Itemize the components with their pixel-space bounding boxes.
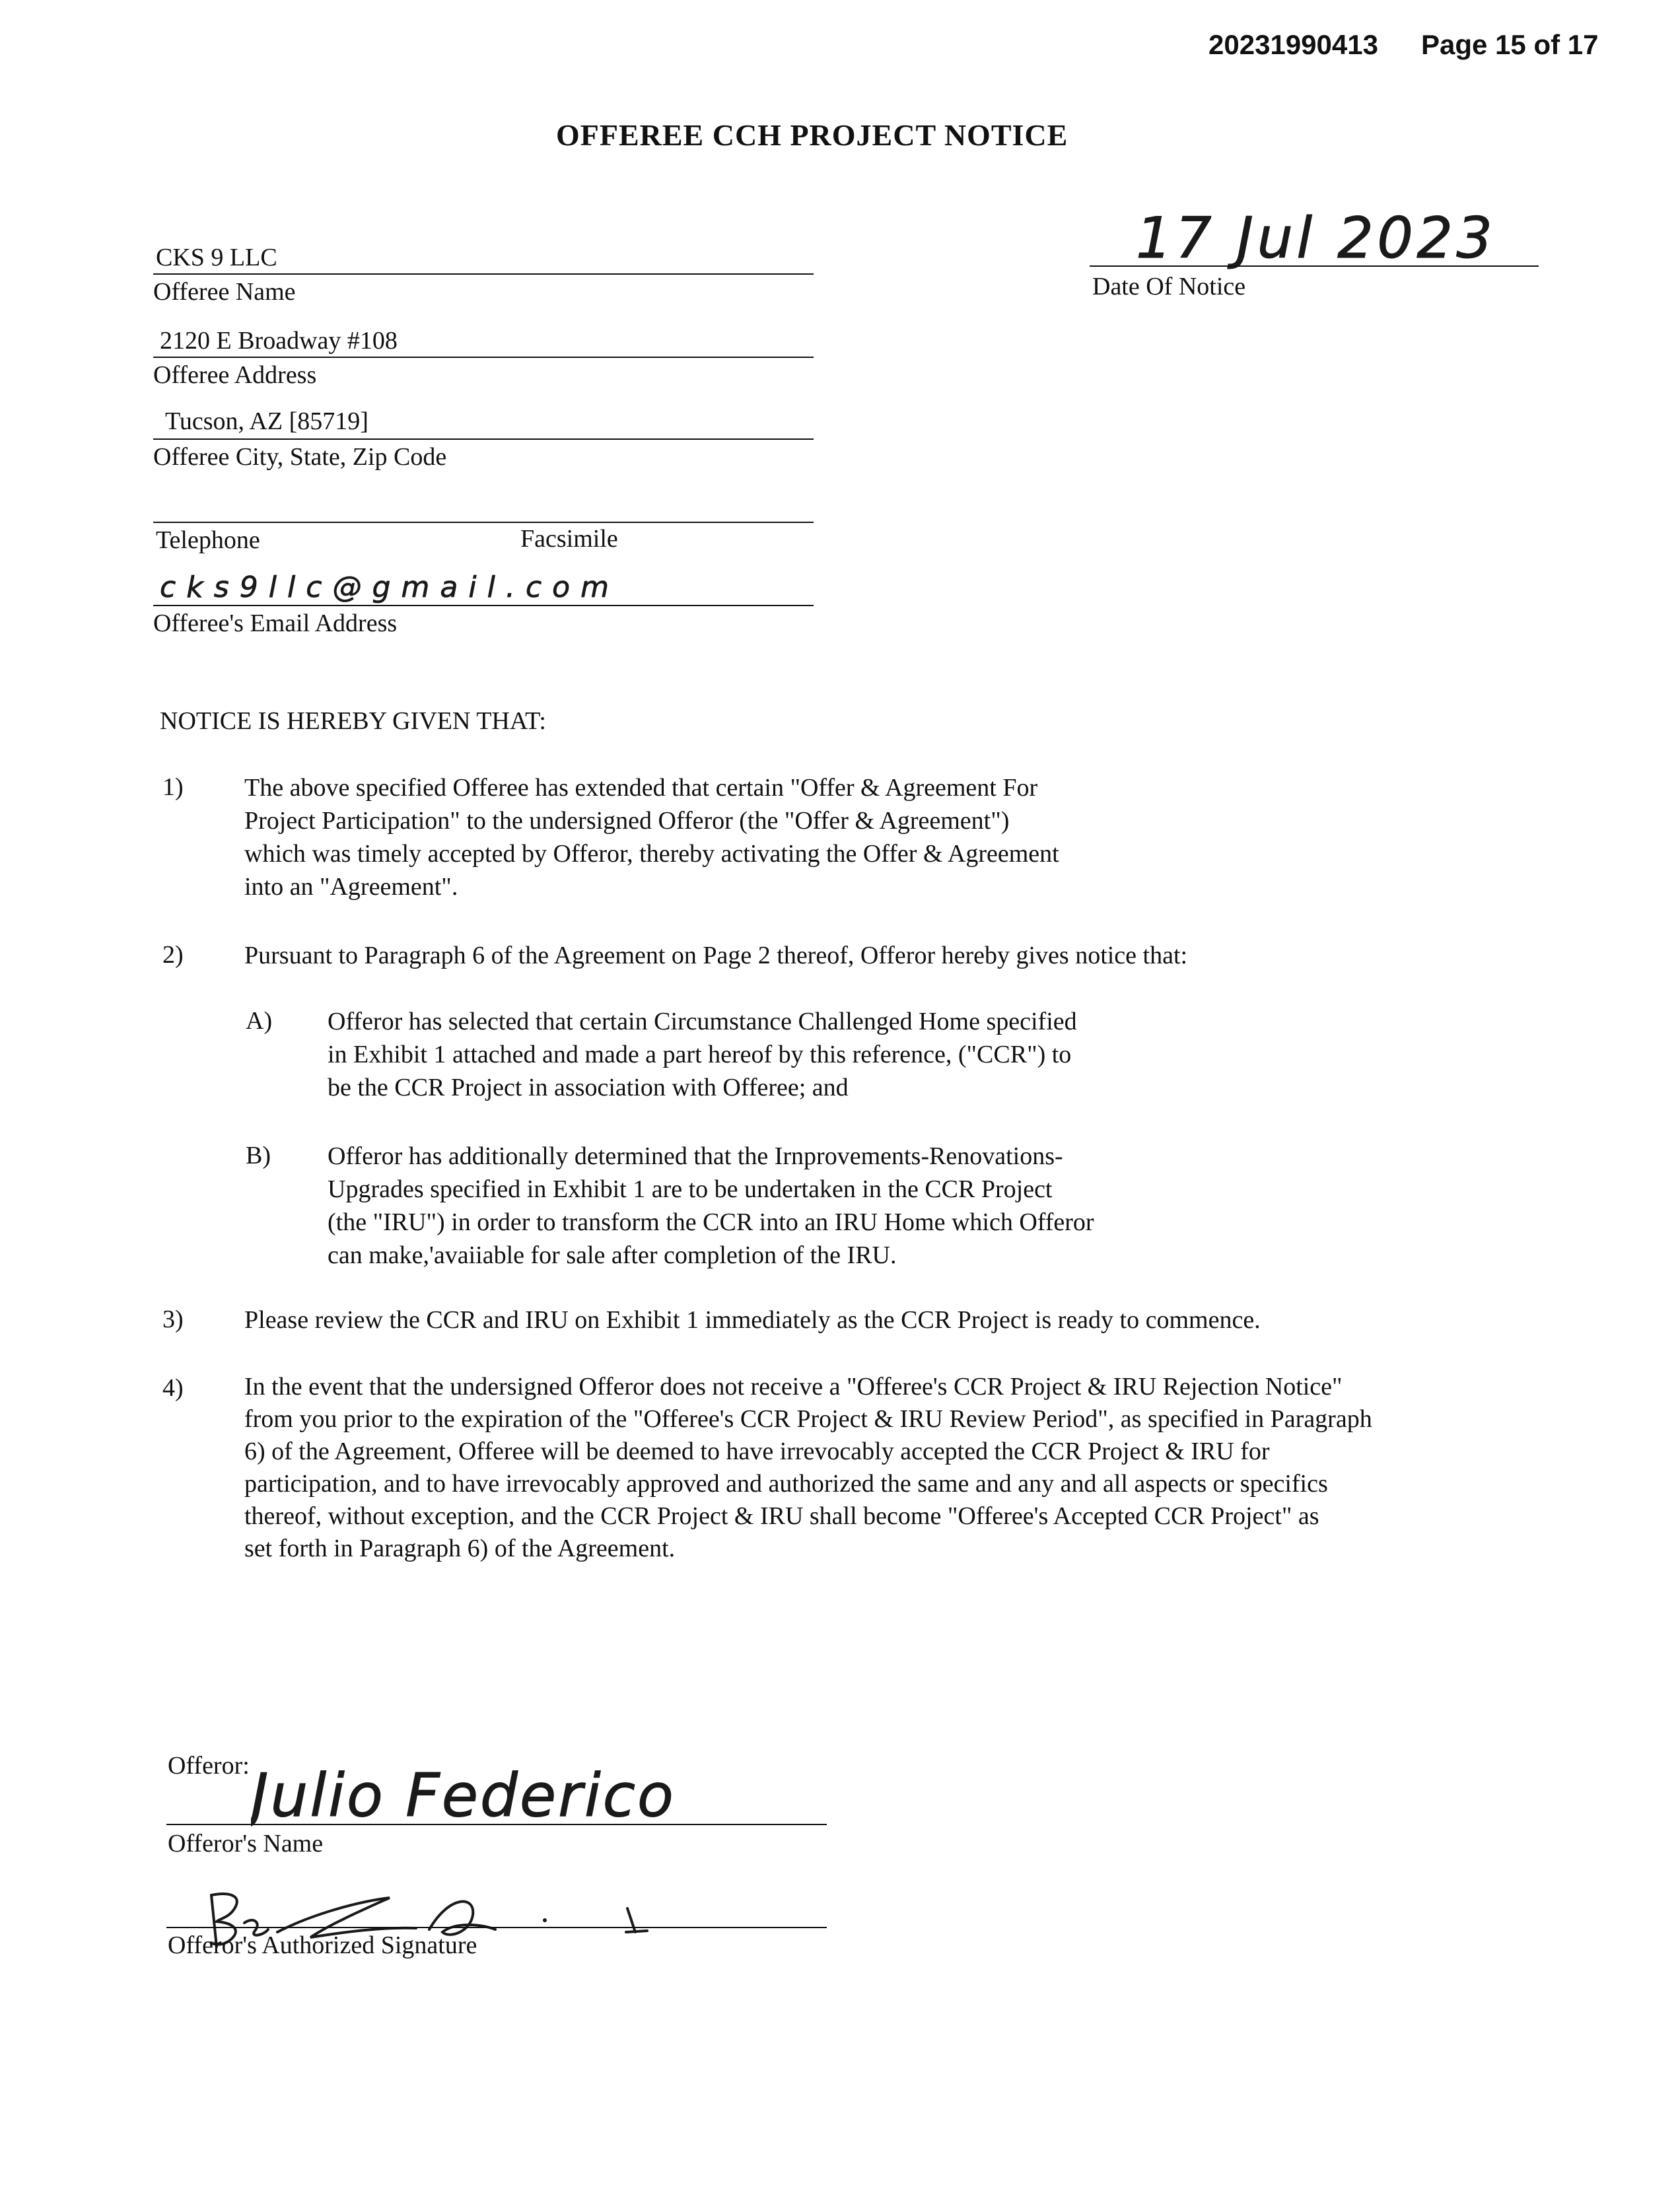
item-1-number: 1)	[162, 773, 184, 801]
text-line: (the "IRU") in order to transform the CCR into an IRU Home which Offeror	[328, 1208, 1094, 1236]
text-line: The above specified Offeree has extended that certain "Offer & Agreement For	[244, 774, 1038, 802]
text-line: into an "Agreement".	[244, 873, 458, 901]
item-2-text	[244, 939, 1187, 972]
item-2a-letter: A)	[246, 1007, 273, 1035]
text-line: Offeror has selected that certain Circumstance Challenged Home specified	[328, 1008, 1077, 1035]
document-number: 20231990413	[1208, 29, 1378, 60]
text-line: set forth in Paragraph 6) of the Agreement.	[244, 1535, 676, 1562]
offeree-email-label: Offeree's Email Address	[153, 609, 398, 637]
text-line: can make,'avaiiable for sale after completion of the IRU.	[328, 1241, 897, 1269]
text-line: Pursuant to Paragraph 6 of the Agreement on Page 2 thereof, Offeror hereby gives notice that:	[244, 942, 1188, 969]
text-line: 6) of the Agreement, Offeree will be deemed to have irrevocably accepted the CCR Project & IRU for	[244, 1438, 1270, 1465]
offeree-city-label: Offeree City, State, Zip Code	[153, 443, 447, 471]
offeree-name-line	[153, 273, 814, 275]
item-2-number: 2)	[162, 941, 184, 969]
text-line: Upgrades specified in Exhibit 1 are to be undertaken in the CCR Project	[328, 1175, 1053, 1203]
item-4-text	[244, 1371, 1372, 1565]
page-indicator: Page 15 of 17	[1421, 29, 1599, 60]
text-line: in Exhibit 1 attached and made a part hereof by this reference, ("CCR") to	[328, 1041, 1072, 1068]
offeror-name-handwritten	[251, 1743, 700, 1829]
item-2a-text	[328, 1005, 1077, 1104]
facsimile-label: Facsimile	[520, 525, 618, 553]
offeror-label: Offeror:	[168, 1752, 250, 1780]
item-3-text	[244, 1303, 1261, 1336]
offeree-city-line	[153, 438, 814, 440]
date-value: 17 Jul 2023	[1136, 205, 1492, 271]
item-4-number: 4)	[162, 1374, 184, 1402]
text-line: be the CCR Project in association with Offeree; and	[328, 1074, 849, 1101]
offeree-city-value: Tucson, AZ [85719]	[165, 407, 368, 435]
text-line: Please review the CCR and IRU on Exhibit 1 immediately as the CCR Project is ready to commence.	[244, 1306, 1261, 1334]
offeree-email-value: cks9llc@gmail.com	[160, 571, 609, 604]
text-line: Project Participation" to the undersigned Offeror (the "Offer & Agreement")	[244, 807, 1010, 835]
text-line: thereof, without exception, and the CCR Project & IRU shall become "Offeree's Accepted CCR Project" as	[244, 1502, 1319, 1530]
offeree-email-handwritten	[158, 569, 634, 606]
text-line: In the event that the undersigned Offeror does not receive a "Offeree's CCR Project & IRU Rejection Notice"	[244, 1373, 1343, 1401]
item-2b-letter: B)	[246, 1142, 271, 1169]
text-line: which was timely accepted by Offeror, thereby activating the Offer & Agreement	[244, 840, 1059, 868]
telephone-label: Telephone	[156, 526, 260, 554]
date-label: Date Of Notice	[1092, 273, 1246, 300]
document-title: OFFEREE CCH PROJECT NOTICE	[556, 118, 1068, 152]
offeree-name-label: Offeree Name	[153, 278, 296, 306]
offeree-address-line	[153, 357, 814, 358]
item-2b-text	[328, 1140, 1094, 1272]
offeror-name-value: Julio Federico	[251, 1761, 674, 1829]
date-handwritten	[1136, 178, 1506, 271]
offeree-name-value: CKS 9 LLC	[156, 244, 277, 271]
text-line: participation, and to have irrevocably approved and authorized the same and any and all aspects or specifics	[244, 1470, 1328, 1498]
date-line	[1090, 265, 1539, 267]
offeror-name-label: Offeror's Name	[168, 1830, 324, 1857]
offeror-name-line	[166, 1824, 827, 1825]
item-3-number: 3)	[162, 1305, 184, 1333]
offeree-address-value: 2120 E Broadway #108	[160, 327, 398, 355]
authorized-signature-label: Offeror's Authorized Signature	[168, 1931, 477, 1959]
notice-heading: NOTICE IS HEREBY GIVEN THAT:	[160, 707, 546, 735]
text-line: Offeror has additionally determined that the Irnprovements-Renovations-	[328, 1142, 1063, 1170]
telephone-line	[153, 522, 814, 523]
authorized-signature-line	[166, 1927, 827, 1928]
offeree-address-label: Offeree Address	[153, 361, 317, 389]
item-1-text	[244, 771, 1059, 903]
offeree-email-line	[153, 605, 814, 606]
text-line: from you prior to the expiration of the "Offeree's CCR Project & IRU Review Period", as specified in Paragraph	[244, 1405, 1372, 1433]
